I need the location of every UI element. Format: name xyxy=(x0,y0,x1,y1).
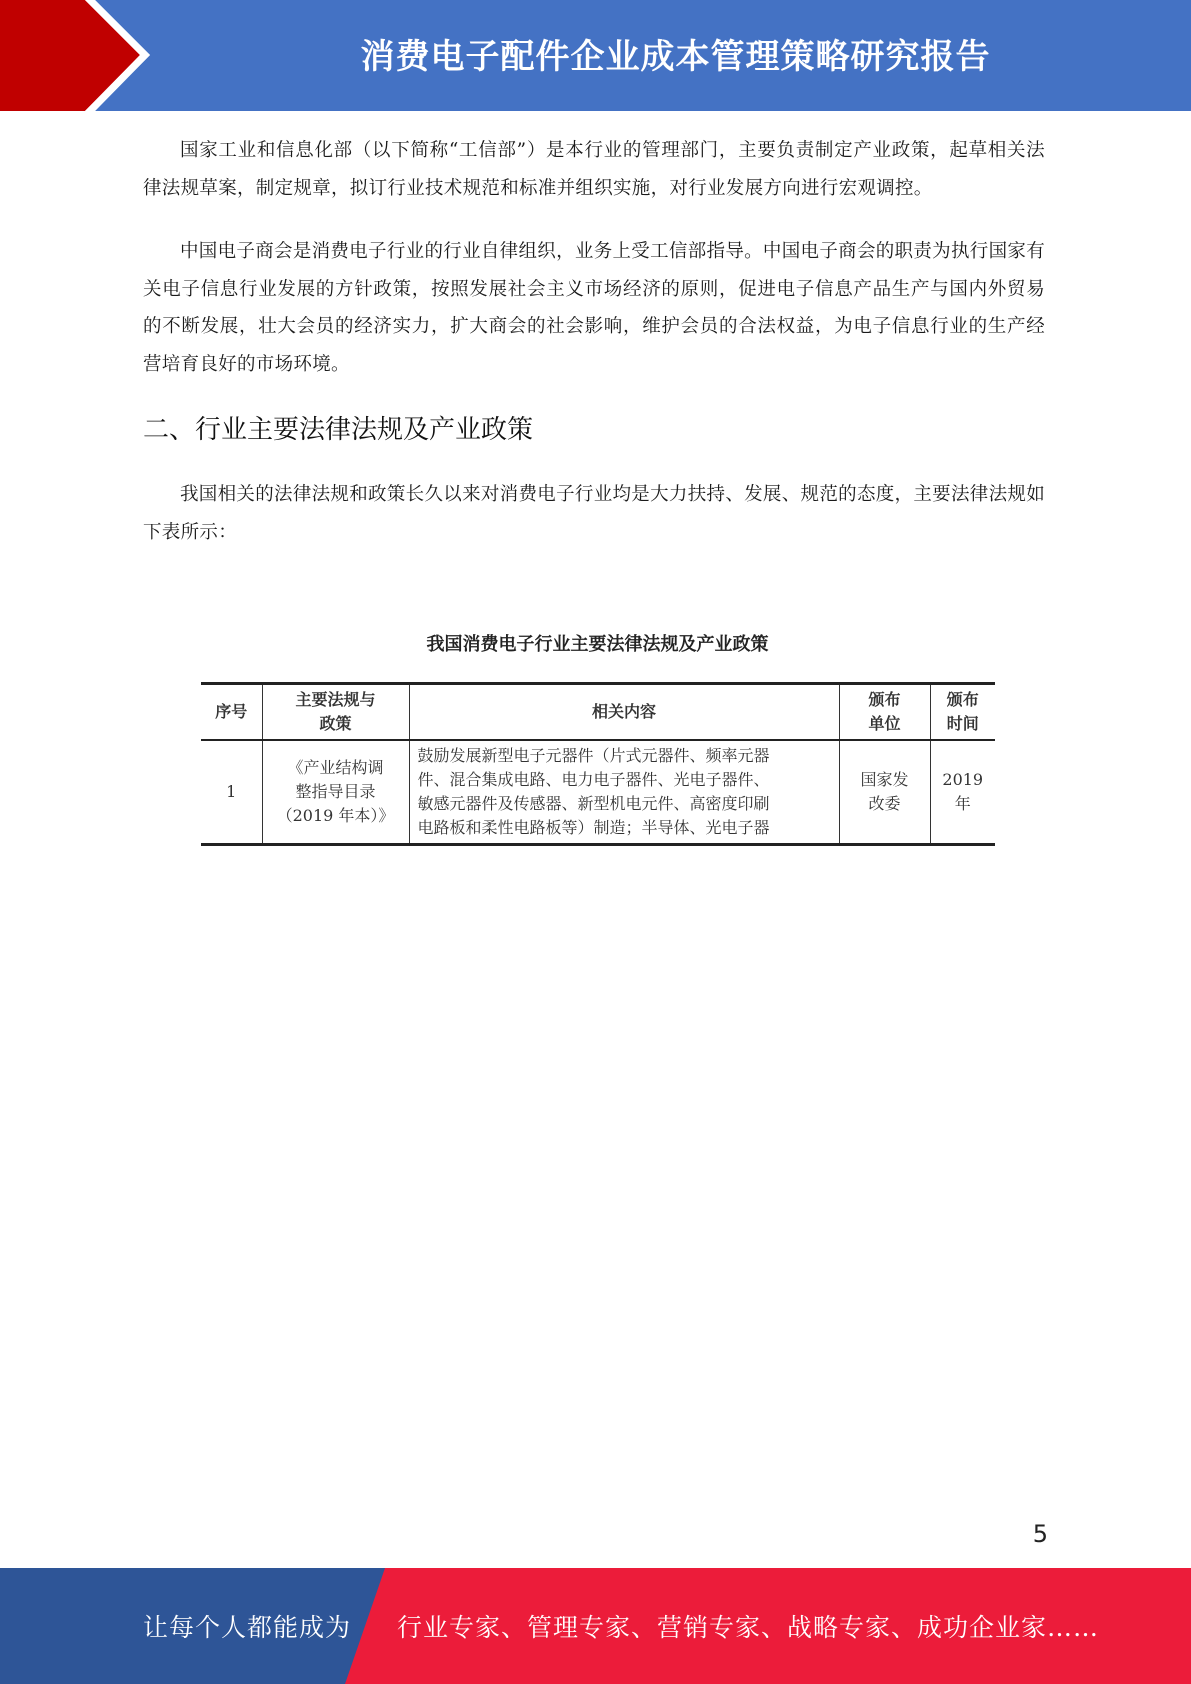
paragraph: 国家工业和信息化部（以下简称“工信部”）是本行业的管理部门，主要负责制定产业政策，起草相关法律法规草案，制定规章，拟订行业技术规范和标准并组织实施，对行业发展方向进行宏观调控。 xyxy=(143,140,1045,199)
document-body xyxy=(143,132,1045,551)
header-index: 序号 xyxy=(201,684,262,741)
cell-content: 鼓励发展新型电子元器件（片式元器件、频率元器 件、混合集成电路、电力电子器件、光电子器件、 敏感元器件及传感器、新型机电元件、高密度印刷 电路板和柔性电路板等）制造；半导体、光电子器 xyxy=(409,740,839,845)
header-content: 相关内容 xyxy=(409,684,839,741)
header-policy: 主要法规与 政策 xyxy=(262,684,409,741)
cell-index: 1 xyxy=(201,740,262,845)
footer-slogan-left: 让每个人都能成为 xyxy=(143,1613,352,1642)
footer-banner xyxy=(0,1568,1191,1684)
header-banner xyxy=(0,0,1191,111)
cell-time: 2019 年 xyxy=(930,740,995,845)
table-caption: 我国消费电子行业主要法律法规及产业政策 xyxy=(426,634,769,655)
section-heading: 二、行业主要法律法规及产业政策 xyxy=(143,415,534,445)
paragraph: 我国相关的法律法规和政策长久以来对消费电子行业均是大力扶持、发展、规范的态度，主要法律法规如下表所示： xyxy=(143,484,1045,543)
footer-slogan-right: 行业专家、管理专家、营销专家、战略专家、成功企业家…… xyxy=(397,1613,1100,1642)
report-title: 消费电子配件企业成本管理策略研究报告 xyxy=(360,36,991,77)
cell-policy: 《产业结构调 整指导目录 （2019 年本）》 xyxy=(262,740,409,845)
header-time: 颁布 时间 xyxy=(930,684,995,741)
header-issuer: 颁布 单位 xyxy=(839,684,930,741)
table-row xyxy=(201,740,995,845)
paragraph: 中国电子商会是消费电子行业的行业自律组织，业务上受工信部指导。中国电子商会的职责为执行国家有关电子信息行业发展的方针政策，按照发展社会主义市场经济的原则，促进电子信息产品生产与国内外贸易的不断发展，壮大会员的经济实力，扩大商会的社会影响，维护会员的合法权益，为电子信息行业的生产经营培育良好的市场环境。 xyxy=(143,241,1045,375)
table-header-row xyxy=(201,684,995,741)
policy-table xyxy=(201,682,995,846)
page-number: 5 xyxy=(1032,1520,1048,1548)
cell-issuer: 国家发 改委 xyxy=(839,740,930,845)
